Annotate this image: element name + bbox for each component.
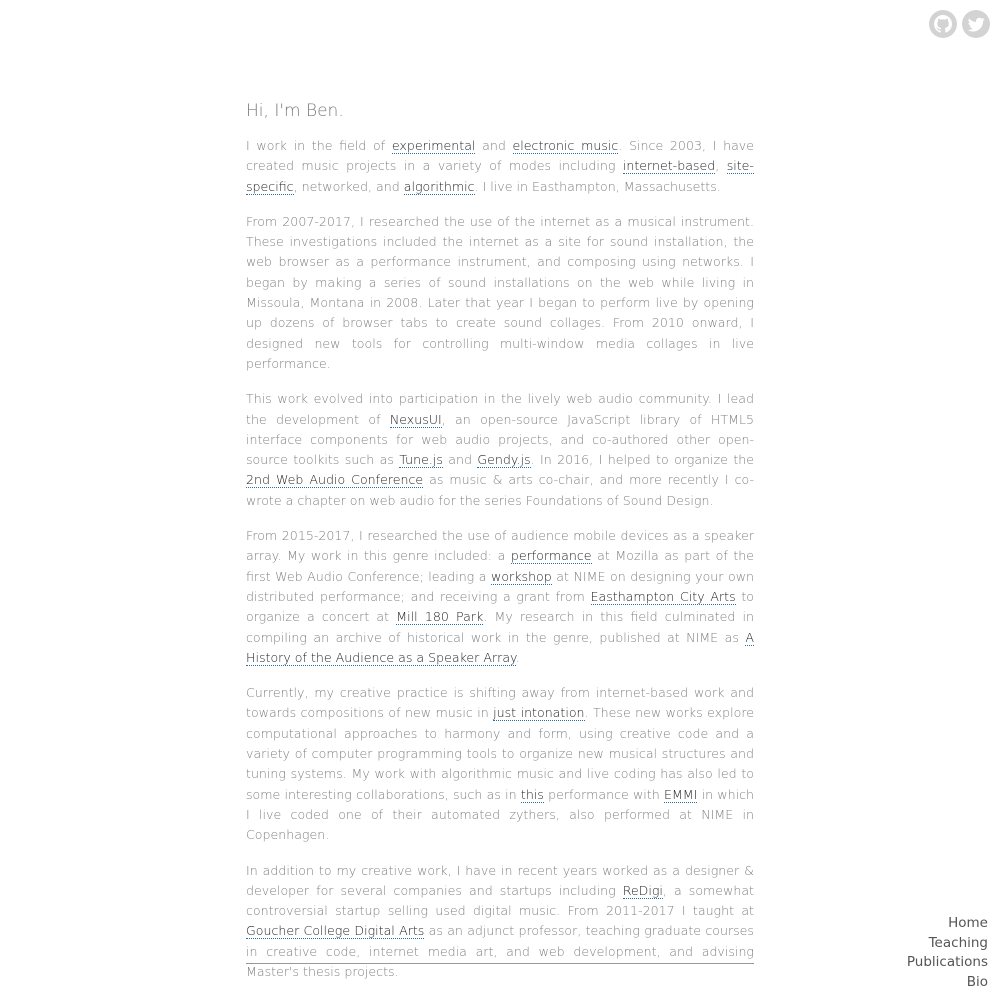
bio-paragraph <box>246 389 754 511</box>
nav-bio[interactable]: Bio <box>966 973 988 990</box>
paragraph-text: . These new works explore computational approaches to harmony and form, using creative code and a variety of computer programming tools to organize new musical structures and tuning systems. My work with algorithmic music and live coding has also led to some interesting collaborations, such as in <box>246 705 754 802</box>
paragraph-text: I work in the field of <box>246 138 392 153</box>
link-tune-js[interactable]: Tune.js <box>399 452 443 468</box>
paragraph-text: This work evolved into participation in the lively web audio community. I lead the development of <box>246 391 754 427</box>
paragraph-text: . In 2016, I helped to organize the <box>530 452 754 468</box>
link-2nd-web-audio-conference[interactable]: 2nd Web Audio Conference <box>246 472 424 488</box>
link-performance[interactable]: performance <box>510 548 592 564</box>
paragraph-text: From 2015-2017, I researched the use of audience mobile devices as a speaker array. My work in this genre included: a <box>246 528 754 564</box>
link-goucher-college-digital-arts[interactable]: Goucher College Digital Arts <box>246 923 425 939</box>
paragraph-text: . I live in Easthampton, Massachusetts. <box>474 178 721 194</box>
social-links <box>929 10 990 38</box>
paragraph-text: . <box>515 649 520 665</box>
bio-paragraph <box>246 212 754 374</box>
paragraph-text: In addition to my creative work, I have in recent years worked as a designer & developer for several companies and startups including <box>246 862 754 898</box>
link-emmi[interactable]: EMMI <box>663 786 698 802</box>
nav-publications[interactable]: Publications <box>906 954 988 970</box>
link-algorithmic[interactable]: algorithmic <box>403 178 475 194</box>
twitter-icon <box>968 16 985 33</box>
bio-content <box>246 99 754 997</box>
paragraph-text: , networked, and <box>293 178 404 194</box>
paragraph-text: . My research in this field culminated in compiling an archive of historical work in the genre, published at NIME as <box>246 609 755 645</box>
paragraph-text: in which I live coded one of their automated zythers, also performed at NIME in Copenhagen. <box>246 786 754 843</box>
bio-paragraph <box>246 683 754 845</box>
link-redigi[interactable]: ReDigi <box>622 882 663 898</box>
site-nav <box>907 914 988 992</box>
paragraph-text: at NIME on designing your own distributed performance; and receiving a grant from <box>246 568 754 604</box>
paragraph-text: to organize a concert at <box>246 588 754 625</box>
nav-teaching[interactable]: Teaching <box>928 934 988 951</box>
link-this[interactable]: this <box>520 786 544 802</box>
paragraph-text: , an open-source JavaScript library of HTML5 interface components for web audio projects, and co-authored other open-source toolkits such as <box>246 411 754 468</box>
twitter-link[interactable] <box>962 10 990 38</box>
link-a-history-of-the-audience-as-a-speaker-array[interactable]: A History of the Audience as a Speaker Array <box>246 629 754 665</box>
paragraph-text: From 2007-2017, I researched the use of the internet as a musical instrument. These investigations included the internet as a site for sound installation, the web browser as a performance instrument, and composing using networks. I began by making a series of sound installations on the web while living in Missoula, Montana in 2008. Later that year I began to perform live by opening up dozens of browser tabs to create sound collages. From 2010 onward, I designed new tools for controlling multi-window media collages in live performance. <box>246 213 754 371</box>
bio-paragraph <box>246 861 754 983</box>
link-workshop[interactable]: workshop <box>491 568 552 584</box>
github-link[interactable] <box>929 10 957 38</box>
divider <box>246 963 754 964</box>
link-just-intonation[interactable]: just intonation <box>493 705 585 721</box>
link-internet-based[interactable]: internet-based <box>622 158 716 174</box>
paragraph-text: , <box>715 158 727 174</box>
link-gendy-js[interactable]: Gendy.js <box>477 452 531 468</box>
paragraph-text: and <box>442 452 478 468</box>
paragraph-text: . Since 2003, I have created music projects in a variety of modes including <box>246 138 754 174</box>
page-title: Hi, I'm Ben. <box>246 101 344 121</box>
link-experimental[interactable]: experimental <box>391 138 476 153</box>
link-electronic-music[interactable]: electronic music <box>512 138 619 153</box>
link-nexusui[interactable]: NexusUI <box>389 411 442 427</box>
nav-home[interactable]: Home <box>948 915 988 931</box>
paragraph-text: , a somewhat controversial startup selling used digital music. From 2011-2017 I taught at <box>246 882 754 919</box>
bio-paragraphs <box>246 136 754 982</box>
paragraph-text: at Mozilla as part of the first Web Audio Conference; leading a <box>246 548 755 584</box>
github-icon <box>934 15 952 33</box>
bio-paragraph <box>246 136 754 197</box>
link-site-specific[interactable]: site-specific <box>246 158 754 194</box>
bio-paragraph <box>246 526 754 668</box>
paragraph-text: Currently, my creative practice is shifting away from internet-based work and towards compositions of new music in <box>246 685 754 721</box>
paragraph-text: performance with <box>543 786 664 802</box>
paragraph-text: as an adjunct professor, teaching graduate courses in creative code, internet media art, and web development, and advising Master's thesis projects. <box>246 923 754 979</box>
paragraph-text: and <box>475 138 513 153</box>
link-easthampton-city-arts[interactable]: Easthampton City Arts <box>590 588 736 604</box>
link-mill-180-park[interactable]: Mill 180 Park <box>396 609 484 625</box>
paragraph-text: as music & arts co-chair, and more recently I co-wrote a chapter on web audio for the series Foundations of Sound Design. <box>246 472 754 508</box>
